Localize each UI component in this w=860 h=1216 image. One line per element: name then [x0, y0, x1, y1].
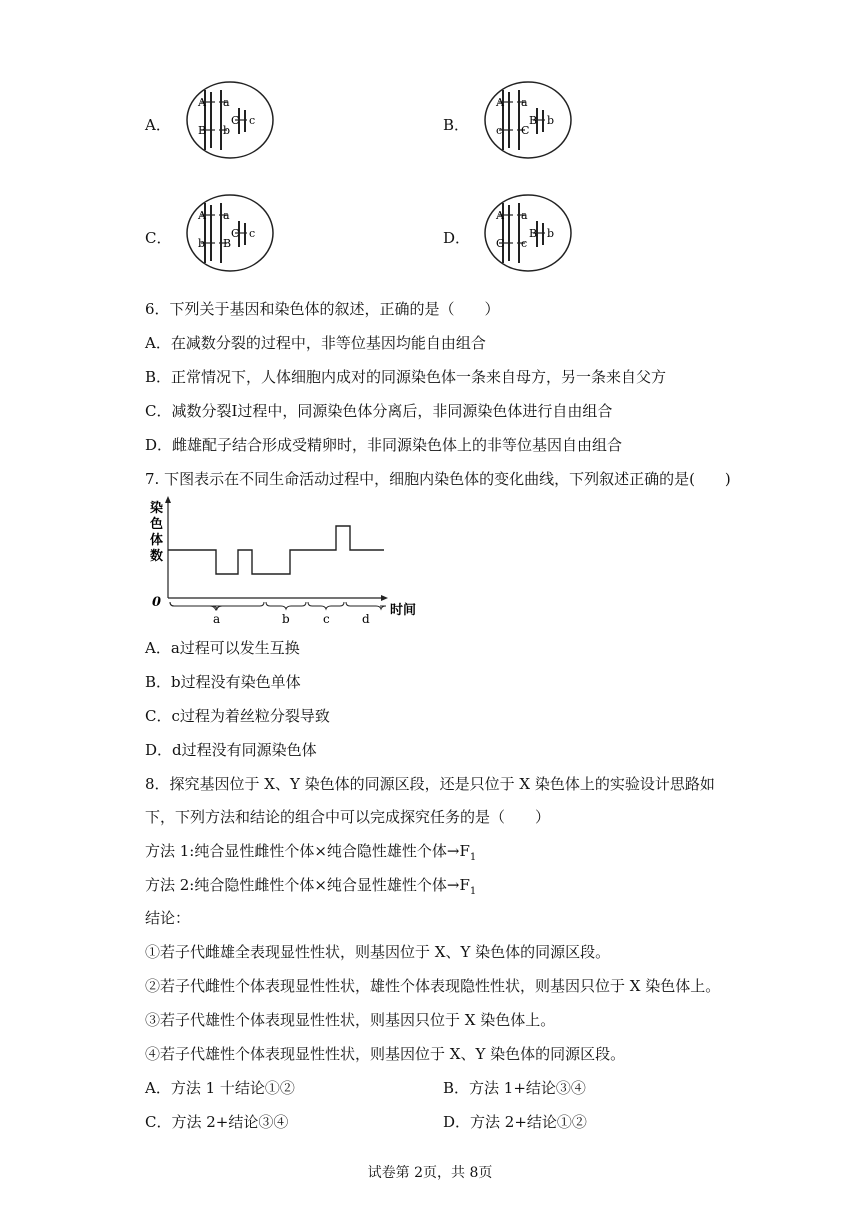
y-label-char: 体 [150, 533, 164, 548]
y-label-char: 数 [150, 549, 164, 564]
gene-label: b [198, 237, 206, 250]
gene-label: C [496, 237, 505, 250]
segment-brace-c [308, 602, 344, 609]
q5-option-b-label: B． [443, 116, 470, 134]
q8-option-c[interactable]: C．方法 2+结论③④ [145, 1113, 289, 1131]
q7-chromosome-chart [140, 496, 430, 628]
q8-conclusion-4: ④若子代雄性个体表现显性性状，则基因位于 X、Y 染色体的同源区段。 [145, 1045, 626, 1063]
segment-brace-d [346, 602, 386, 609]
gene-label: B [223, 237, 232, 250]
page-footer: 试卷第 2页，共 8页 [367, 1165, 493, 1181]
gene-label: C [521, 124, 530, 137]
q6-option-b[interactable]: B．正常情况下，人体细胞内成对的同源染色体一条来自母方，另一条来自父方 [145, 368, 667, 386]
q8-stem-line2: 下，下列方法和结论的组合中可以完成探究任务的是（ ） [145, 808, 551, 826]
gene-label: A [198, 209, 206, 222]
gene-label: a [521, 209, 528, 222]
q8-option-b[interactable]: B．方法 1+结论③④ [443, 1079, 586, 1097]
chromosome-count-line [168, 526, 384, 574]
gene-label: B [529, 114, 538, 127]
q7-option-a[interactable]: A．a过程可以发生互换 [145, 639, 300, 657]
gene-label: C [231, 227, 240, 240]
gene-label: c [521, 237, 528, 250]
q6-option-c[interactable]: C．减数分裂Ⅰ过程中，同源染色体分离后，非同源染色体进行自由组合 [145, 402, 613, 420]
gene-label: C [231, 114, 240, 127]
q5-option-c-label: C． [145, 229, 172, 247]
gene-label: B [198, 124, 207, 137]
q7-option-b[interactable]: B．b过程没有染色单体 [145, 673, 301, 691]
subscript: 1 [469, 886, 477, 897]
gene-label: B [529, 227, 538, 240]
q8-conclusion-2: ②若子代雌性个体表现显性性状，雄性个体表现隐性性状，则基因只位于 X 染色体上。 [145, 977, 721, 995]
q5-option-d-cell [483, 193, 573, 273]
q8-conclusion-1: ①若子代雌雄全表现显性性状，则基因位于 X、Y 染色体的同源区段。 [145, 943, 611, 961]
gene-label: a [223, 209, 230, 222]
gene-label: b [223, 124, 231, 137]
q6-stem: 6．下列关于基因和染色体的叙述，正确的是（ ） [145, 300, 500, 318]
origin-label: 0 [152, 595, 162, 610]
segment-label: d [362, 612, 370, 626]
q8-conclusion-title: 结论： [145, 909, 191, 927]
gene-label: c [496, 124, 503, 137]
q8-method2 [145, 874, 476, 897]
q8-stem-line1: 8．探究基因位于 X、Y 染色体的同源区段，还是只位于 X 染色体上的实验设计思路如 [145, 775, 715, 793]
segment-label: b [282, 612, 290, 626]
segment-label: c [323, 612, 330, 626]
gene-label: c [249, 227, 256, 240]
q7-stem: 7. 下图表示在不同生命活动过程中，细胞内染色体的变化曲线，下列叙述正确的是( ) [145, 470, 731, 488]
q5-option-c-cell [185, 193, 275, 273]
q6-option-d[interactable]: D．雌雄配子结合形成受精卵时，非同源染色体上的非等位基因自由组合 [145, 436, 623, 454]
q7-option-d[interactable]: D．d过程没有同源染色体 [145, 741, 317, 759]
gene-label: a [223, 96, 230, 109]
gene-label: c [249, 114, 256, 127]
gene-label: b [547, 114, 555, 127]
gene-label: b [547, 227, 555, 240]
q5-option-b-cell [483, 80, 573, 160]
q8-option-d[interactable]: D．方法 2+结论①② [443, 1113, 587, 1131]
q8-method2-text: 方法 2:纯合隐性雌性个体×纯合显性雄性个体→F [145, 876, 470, 894]
segment-label: a [213, 612, 221, 626]
q7-option-c[interactable]: C．c过程为着丝粒分裂导致 [145, 707, 330, 725]
q5-option-a-label: A． [145, 116, 171, 134]
gene-label: A [496, 96, 504, 109]
y-label-char: 色 [150, 517, 164, 532]
q8-option-a[interactable]: A．方法 1 十结论①② [145, 1079, 295, 1097]
q5-option-d-label: D． [443, 229, 471, 247]
subscript: 1 [469, 852, 477, 863]
q8-conclusion-3: ③若子代雄性个体表现显性性状，则基因只位于 X 染色体上。 [145, 1011, 556, 1029]
x-axis-label: 时间 [390, 603, 417, 618]
gene-label: A [496, 209, 504, 222]
gene-label: A [198, 96, 206, 109]
y-label-char: 染 [150, 501, 164, 516]
segment-brace-b [266, 602, 306, 609]
y-axis-arrow [165, 496, 171, 503]
q8-method1 [145, 840, 476, 863]
q8-method1-text: 方法 1:纯合显性雌性个体×纯合隐性雄性个体→F [145, 842, 470, 860]
gene-label: a [521, 96, 528, 109]
q5-option-a-cell [185, 80, 275, 160]
q6-option-a[interactable]: A．在减数分裂的过程中，非等位基因均能自由组合 [145, 334, 486, 352]
x-axis-arrow [381, 595, 388, 601]
